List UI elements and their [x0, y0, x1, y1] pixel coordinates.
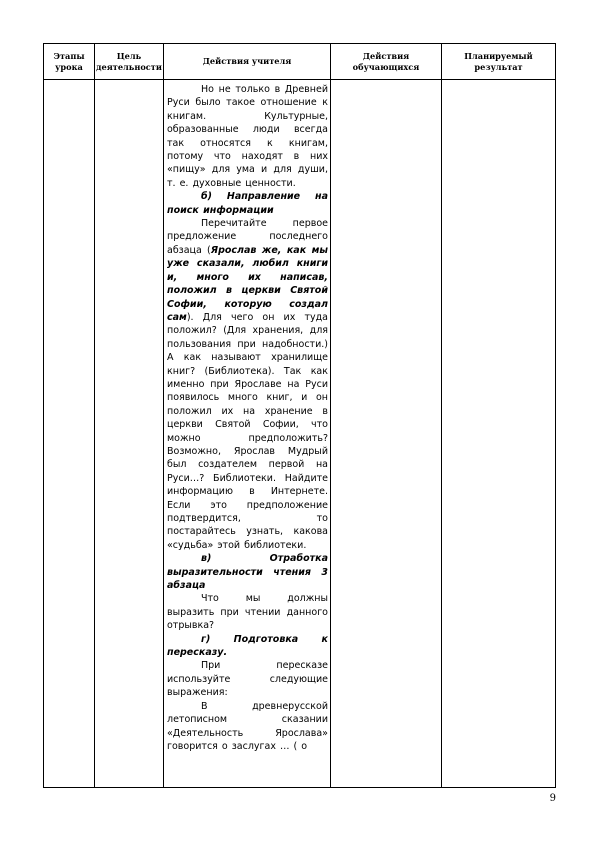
header-stage: Этапы урока [44, 44, 95, 80]
teacher-paragraph: В древнерусской летописном сказании «Деятельность Ярослава» говорится о заслугах … ( о [167, 700, 328, 752]
header-students: Действия обучающихся [331, 44, 442, 80]
text-run: ). Для чего он их туда положил? (Для хранения, для пользования при надобности.) А как называют хранилище книг? (Библиотека). Так как именно при Ярославе на Руси появилось много книг, и он положил их на хранение в церкви Святой Софии, что можно предположить? Возможно, Ярослав Мудрый был создателем первой на Руси…? Библиотеки. Найдите информацию в Интернете. Если это предположение подтвердится, то постарайтесь узнать, какова «судьба» этой библиотеки. [167, 311, 328, 551]
header-teacher: Действия учителя [164, 44, 331, 80]
teacher-paragraph: Что мы должны выразить при чтении данного отрывка? [167, 593, 328, 632]
cell-planned-result [442, 80, 556, 788]
text-run: Перечитайте первое предложение последнего абзаца ( [167, 218, 328, 256]
table-header-row [44, 44, 556, 80]
table-row [44, 80, 556, 788]
page-number: 9 [549, 793, 556, 804]
teacher-paragraph: Но не только в Древней Руси было такое отношение к книгам. Культурные, образованные люди всегда так относятся к книгам, потому что находят в них «пищу» для ума и для души, т. е. духовные ценности. [167, 84, 328, 189]
cell-student-actions [331, 80, 442, 788]
header-result: Планируемый результат [442, 44, 556, 80]
teacher-paragraph [167, 217, 328, 552]
cell-teacher-actions [164, 80, 331, 788]
cell-goal [95, 80, 164, 788]
section-heading: б) Направление на поиск информации [167, 191, 328, 216]
section-heading: г) Подготовка к пересказу. [167, 633, 328, 659]
lesson-plan-table [43, 43, 556, 788]
cell-stage [44, 80, 95, 788]
teacher-paragraph: При пересказе используйте следующие выражения: [167, 660, 328, 699]
header-goal: Цель деятельности [95, 44, 164, 80]
quote-italic: Ярослав же, как мы уже сказали, любил книги и, много их написав, положил в церкви Святой Софии, которую создал сам [167, 244, 328, 323]
section-heading: в) Отработка выразительности чтения 3 абзаца [167, 553, 328, 592]
